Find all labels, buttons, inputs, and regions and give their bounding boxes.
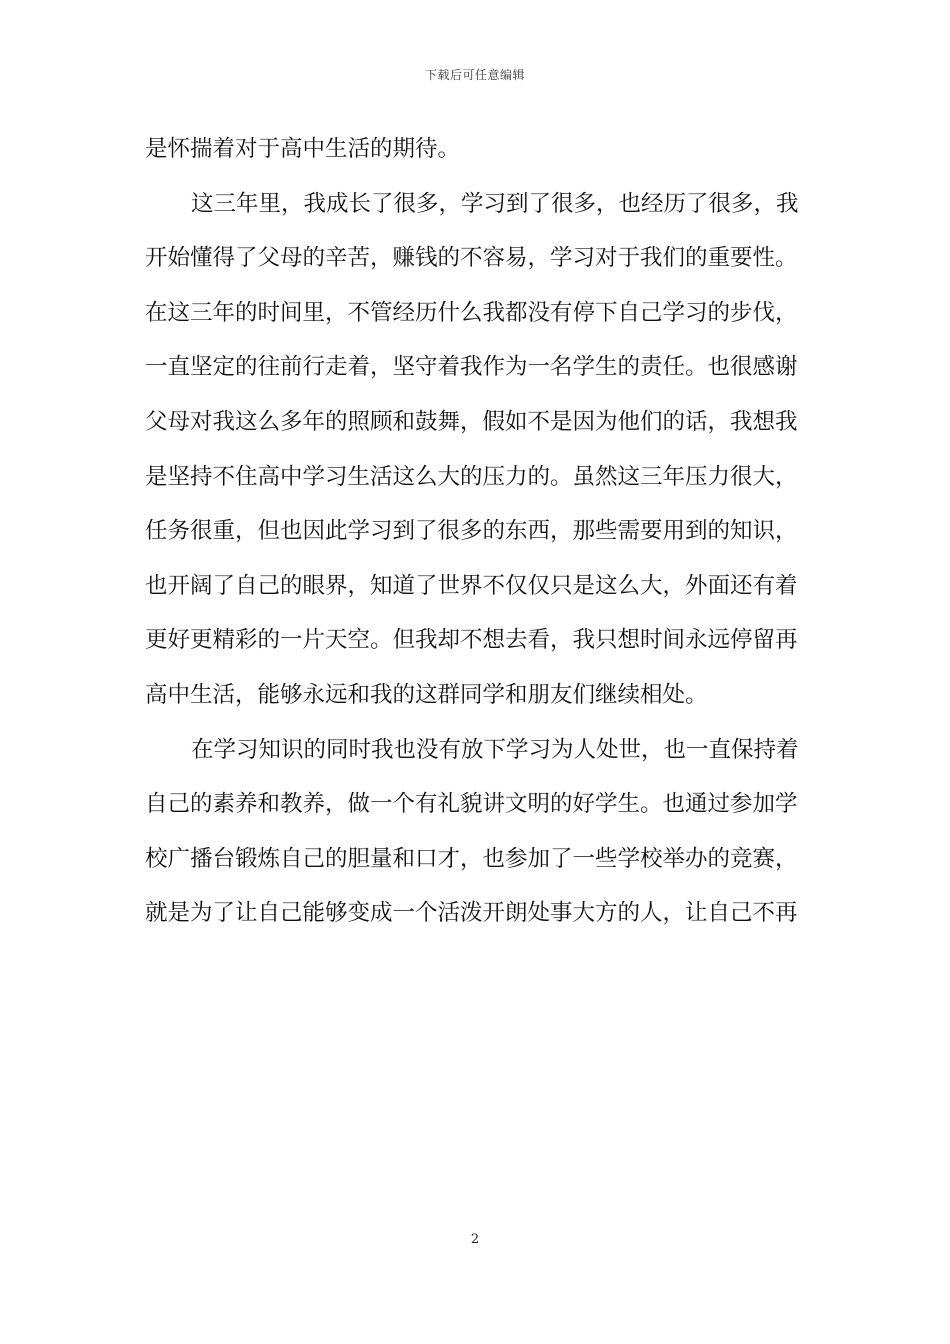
page-header: 下载后可任意编辑 <box>424 68 525 82</box>
text-line: 校广播台锻炼自己的胆量和口才，也参加了一些学校举办的竞赛， <box>145 845 798 872</box>
text-line: 一直坚定的往前行走着，坚守着我作为一名学生的责任。也很感谢 <box>145 354 798 381</box>
text-line: 高中生活，能够永远和我的这群同学和朋友们继续相处。 <box>145 681 708 708</box>
page-number: 2 <box>470 1232 480 1247</box>
text-line: 更好更精彩的一片天空。但我却不想去看，我只想时间永远停留再 <box>145 627 798 654</box>
text-line: 是坚持不住高中学习生活这么大的压力的。虽然这三年压力很大， <box>145 463 798 490</box>
text-line: 是怀揣着对于高中生活的期待。 <box>145 136 461 162</box>
text-line: 自己的素养和教养，做一个有礼貌讲文明的好学生。也通过参加学 <box>145 791 798 818</box>
text-line: 父母对我这么多年的照顾和鼓舞，假如不是因为他们的话，我想我 <box>145 408 798 435</box>
text-line-paragraph-start: 这三年里，我成长了很多，学习到了很多，也经历了很多，我 <box>191 190 799 217</box>
text-line: 也开阔了自己的眼界，知道了世界不仅仅只是这么大，外面还有着 <box>145 572 798 599</box>
text-line: 在这三年的时间里，不管经历什么我都没有停下自己学习的步伐， <box>145 299 798 326</box>
body-text <box>145 122 810 941</box>
text-line: 开始懂得了父母的辛苦，赚钱的不容易，学习对于我们的重要性。 <box>145 245 798 272</box>
text-line: 任务很重，但也因此学习到了很多的东西，那些需要用到的知识， <box>145 518 798 545</box>
text-line: 就是为了让自己能够变成一个活泼开朗处事大方的人，让自己不再 <box>145 900 798 927</box>
text-line-paragraph-start: 在学习知识的同时我也没有放下学习为人处世，也一直保持着 <box>191 736 799 763</box>
